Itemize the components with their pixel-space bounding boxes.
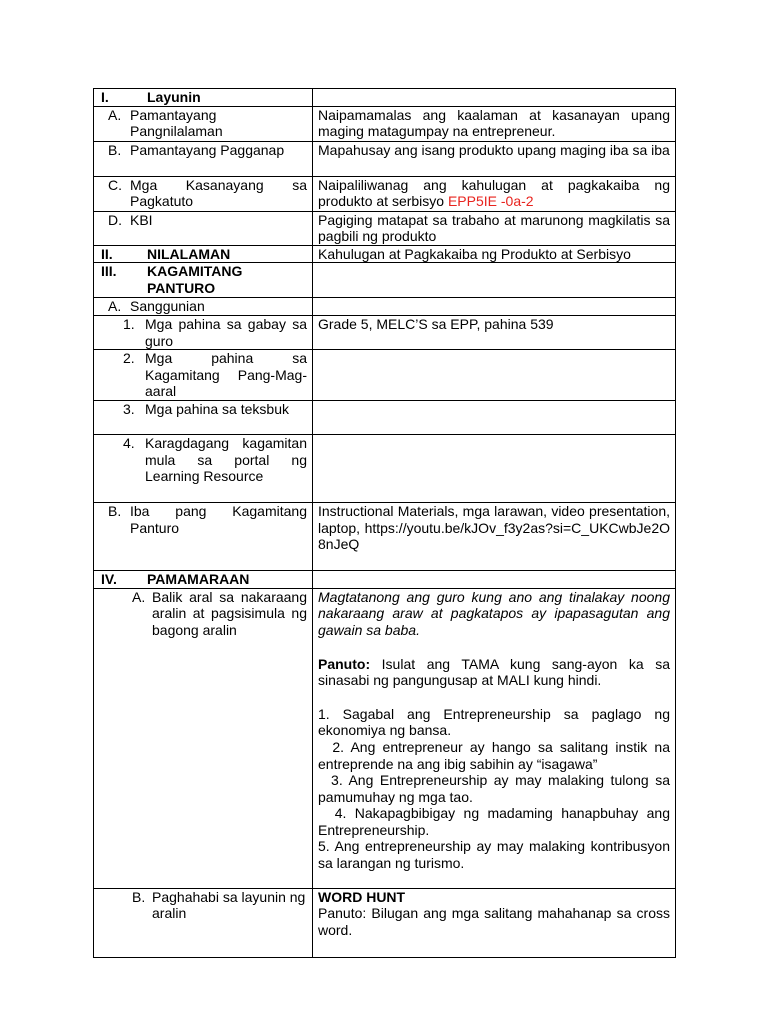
- cell-content: [313, 888, 676, 957]
- item-label: Mga pahina sa Kagamitang Pang-Mag-aaral: [145, 350, 307, 400]
- item-number: 3.: [123, 401, 135, 418]
- activity-heading: WORD HUNT: [318, 888, 406, 905]
- cell-label: [94, 888, 313, 957]
- row-sanggunian: [94, 298, 676, 316]
- cell-label: [94, 211, 313, 245]
- item-label: Karagdagang kagamitan mula sa portal ng Learning Resource: [145, 435, 307, 485]
- row-kasanayan: [94, 176, 676, 211]
- cell-content: Kahulugan at Pagkakaiba ng Produkto at Serbisyo: [313, 245, 676, 263]
- item-label: Pamantayang Pagganap: [130, 141, 285, 158]
- section-number: I.: [101, 89, 109, 105]
- cell-content: [313, 263, 676, 298]
- quiz-item: 1. Sagabal ang Entrepreneurship sa paglago ng ekonomiya ng bansa.: [318, 705, 674, 739]
- quiz-item: 5. Ang entrepreneurship ay may malaking kontribusyon sa larangan ng turismo.: [318, 838, 674, 872]
- row-paghahabi: [94, 888, 676, 957]
- row-karagdagang-kagamitan: [94, 435, 676, 503]
- item-letter: B.: [132, 888, 146, 905]
- cell-label: [94, 435, 313, 503]
- competency-code: EPP5IE -0a-2: [447, 193, 534, 210]
- cell-content: [313, 571, 676, 589]
- row-kagamitang-panturo: [94, 263, 676, 298]
- cell-content: Pagiging matapat sa trabaho at marunong magkilatis sa pagbili ng produkto: [313, 211, 676, 245]
- item-label: Iba pang Kagamitang Panturo: [130, 503, 307, 536]
- section-title: Layunin: [147, 89, 201, 105]
- cell-content: [313, 89, 676, 107]
- cell-content: [313, 401, 676, 435]
- cell-label: [94, 176, 313, 211]
- row-pamamaraan: [94, 571, 676, 589]
- cell-label: [94, 89, 313, 107]
- item-letter: B.: [108, 503, 122, 520]
- cell-content: [313, 176, 676, 211]
- cell-label: [94, 315, 313, 349]
- cell-label: [94, 588, 313, 888]
- cell-content: Naipamamalas ang kaalaman at kasanayan upang maging matagumpay na entrepreneur.: [313, 106, 676, 141]
- row-balik-aral: [94, 588, 676, 888]
- row-kagamitang-mag-aaral: [94, 350, 676, 401]
- cell-content: Mapahusay ang isang produkto upang maging iba sa iba: [313, 141, 676, 176]
- cell-content: [313, 298, 676, 316]
- item-label: Balik aral sa nakaraang aralin at pagsisimula ng bagong aralin: [152, 588, 307, 638]
- cell-label: [94, 263, 313, 298]
- cell-content: Grade 5, MELC’S sa EPP, pahina 539: [313, 315, 676, 349]
- item-letter: B.: [108, 141, 122, 158]
- item-number: 1.: [123, 315, 135, 332]
- row-pamantayang-pagganap: [94, 141, 676, 176]
- panuto-text: Isulat ang TAMA kung sang-ayon ka sa sinasabi ng pangungusap at MALI kung hindi.: [318, 655, 670, 689]
- cell-label: [94, 503, 313, 571]
- cell-label: [94, 298, 313, 316]
- teacher-instruction: Magtatanong ang guro kung ano ang tinalakay noong nakaraang araw at pagkatapos ay ipapasagutan ang gawain sa baba.: [318, 588, 670, 638]
- activity-instruction: Panuto: Bilugan ang mga salitang mahahanap sa cross word.: [318, 905, 670, 938]
- item-letter: A.: [108, 106, 122, 123]
- row-iba-pang-kagamitan: [94, 503, 676, 571]
- cell-content: Instructional Materials, mga larawan, video presentation, laptop, https://youtu.be/kJOv_f3y2as?si=C_UKCwbJe2O8nJeQ: [313, 503, 676, 571]
- section-title: PAMAMARAAN: [147, 571, 250, 588]
- competency-text: Naipaliliwanag ang kahulugan at pagkakaiba ng produkto at serbisyo: [318, 176, 670, 210]
- row-teksbuk: [94, 401, 676, 435]
- section-number: III.: [101, 263, 117, 280]
- item-letter: C.: [108, 176, 122, 193]
- item-label: KBI: [130, 211, 153, 228]
- section-title: NILALAMAN: [147, 245, 231, 262]
- item-number: 4.: [123, 435, 135, 452]
- section-number: IV.: [101, 571, 117, 588]
- item-letter: D.: [108, 211, 122, 228]
- item-letter: A.: [108, 298, 122, 315]
- item-label: Mga pahina sa teksbuk: [145, 401, 289, 418]
- quiz-item: 4. Nakapagbibigay ng madaming hanapbuhay ang Entrepreneurship.: [318, 805, 674, 838]
- row-gabay-sa-guro: [94, 315, 676, 349]
- item-label: Paghahabi sa layunin ng aralin: [152, 888, 306, 922]
- cell-label: [94, 401, 313, 435]
- cell-label: [94, 245, 313, 263]
- item-label: Pamantayang Pangnilalaman: [130, 106, 223, 140]
- row-kbi: [94, 211, 676, 245]
- quiz-item: 2. Ang entrepreneur ay hango sa salitang instik na entreprende na ang ibig sabihin ay “isagawa”: [318, 738, 674, 772]
- item-label: Mga pahina sa gabay sa guro: [145, 315, 307, 349]
- cell-content: [313, 588, 676, 888]
- panuto: [318, 656, 670, 689]
- item-letter: A.: [132, 588, 146, 605]
- item-label: Mga Kasanayang sa Pagkatuto: [130, 176, 307, 210]
- cell-label: [94, 350, 313, 401]
- quiz-item: 3. Ang Entrepreneurship ay may malaking tulong sa pamumuhay ng mga tao.: [318, 772, 674, 805]
- cell-label: [94, 106, 313, 141]
- cell-label: [94, 141, 313, 176]
- lesson-plan-table: [93, 88, 676, 958]
- row-pamantayang-pangnilalaman: [94, 106, 676, 141]
- cell-content: [313, 350, 676, 401]
- panuto-label: Panuto:: [318, 655, 371, 672]
- cell-label: [94, 571, 313, 589]
- row-layunin: [94, 89, 676, 107]
- section-number: II.: [101, 245, 113, 262]
- item-number: 2.: [123, 350, 135, 367]
- item-label: Sanggunian: [130, 298, 205, 315]
- cell-content: [313, 435, 676, 503]
- section-title: KAGAMITANG PANTURO: [147, 263, 243, 296]
- row-nilalaman: [94, 245, 676, 263]
